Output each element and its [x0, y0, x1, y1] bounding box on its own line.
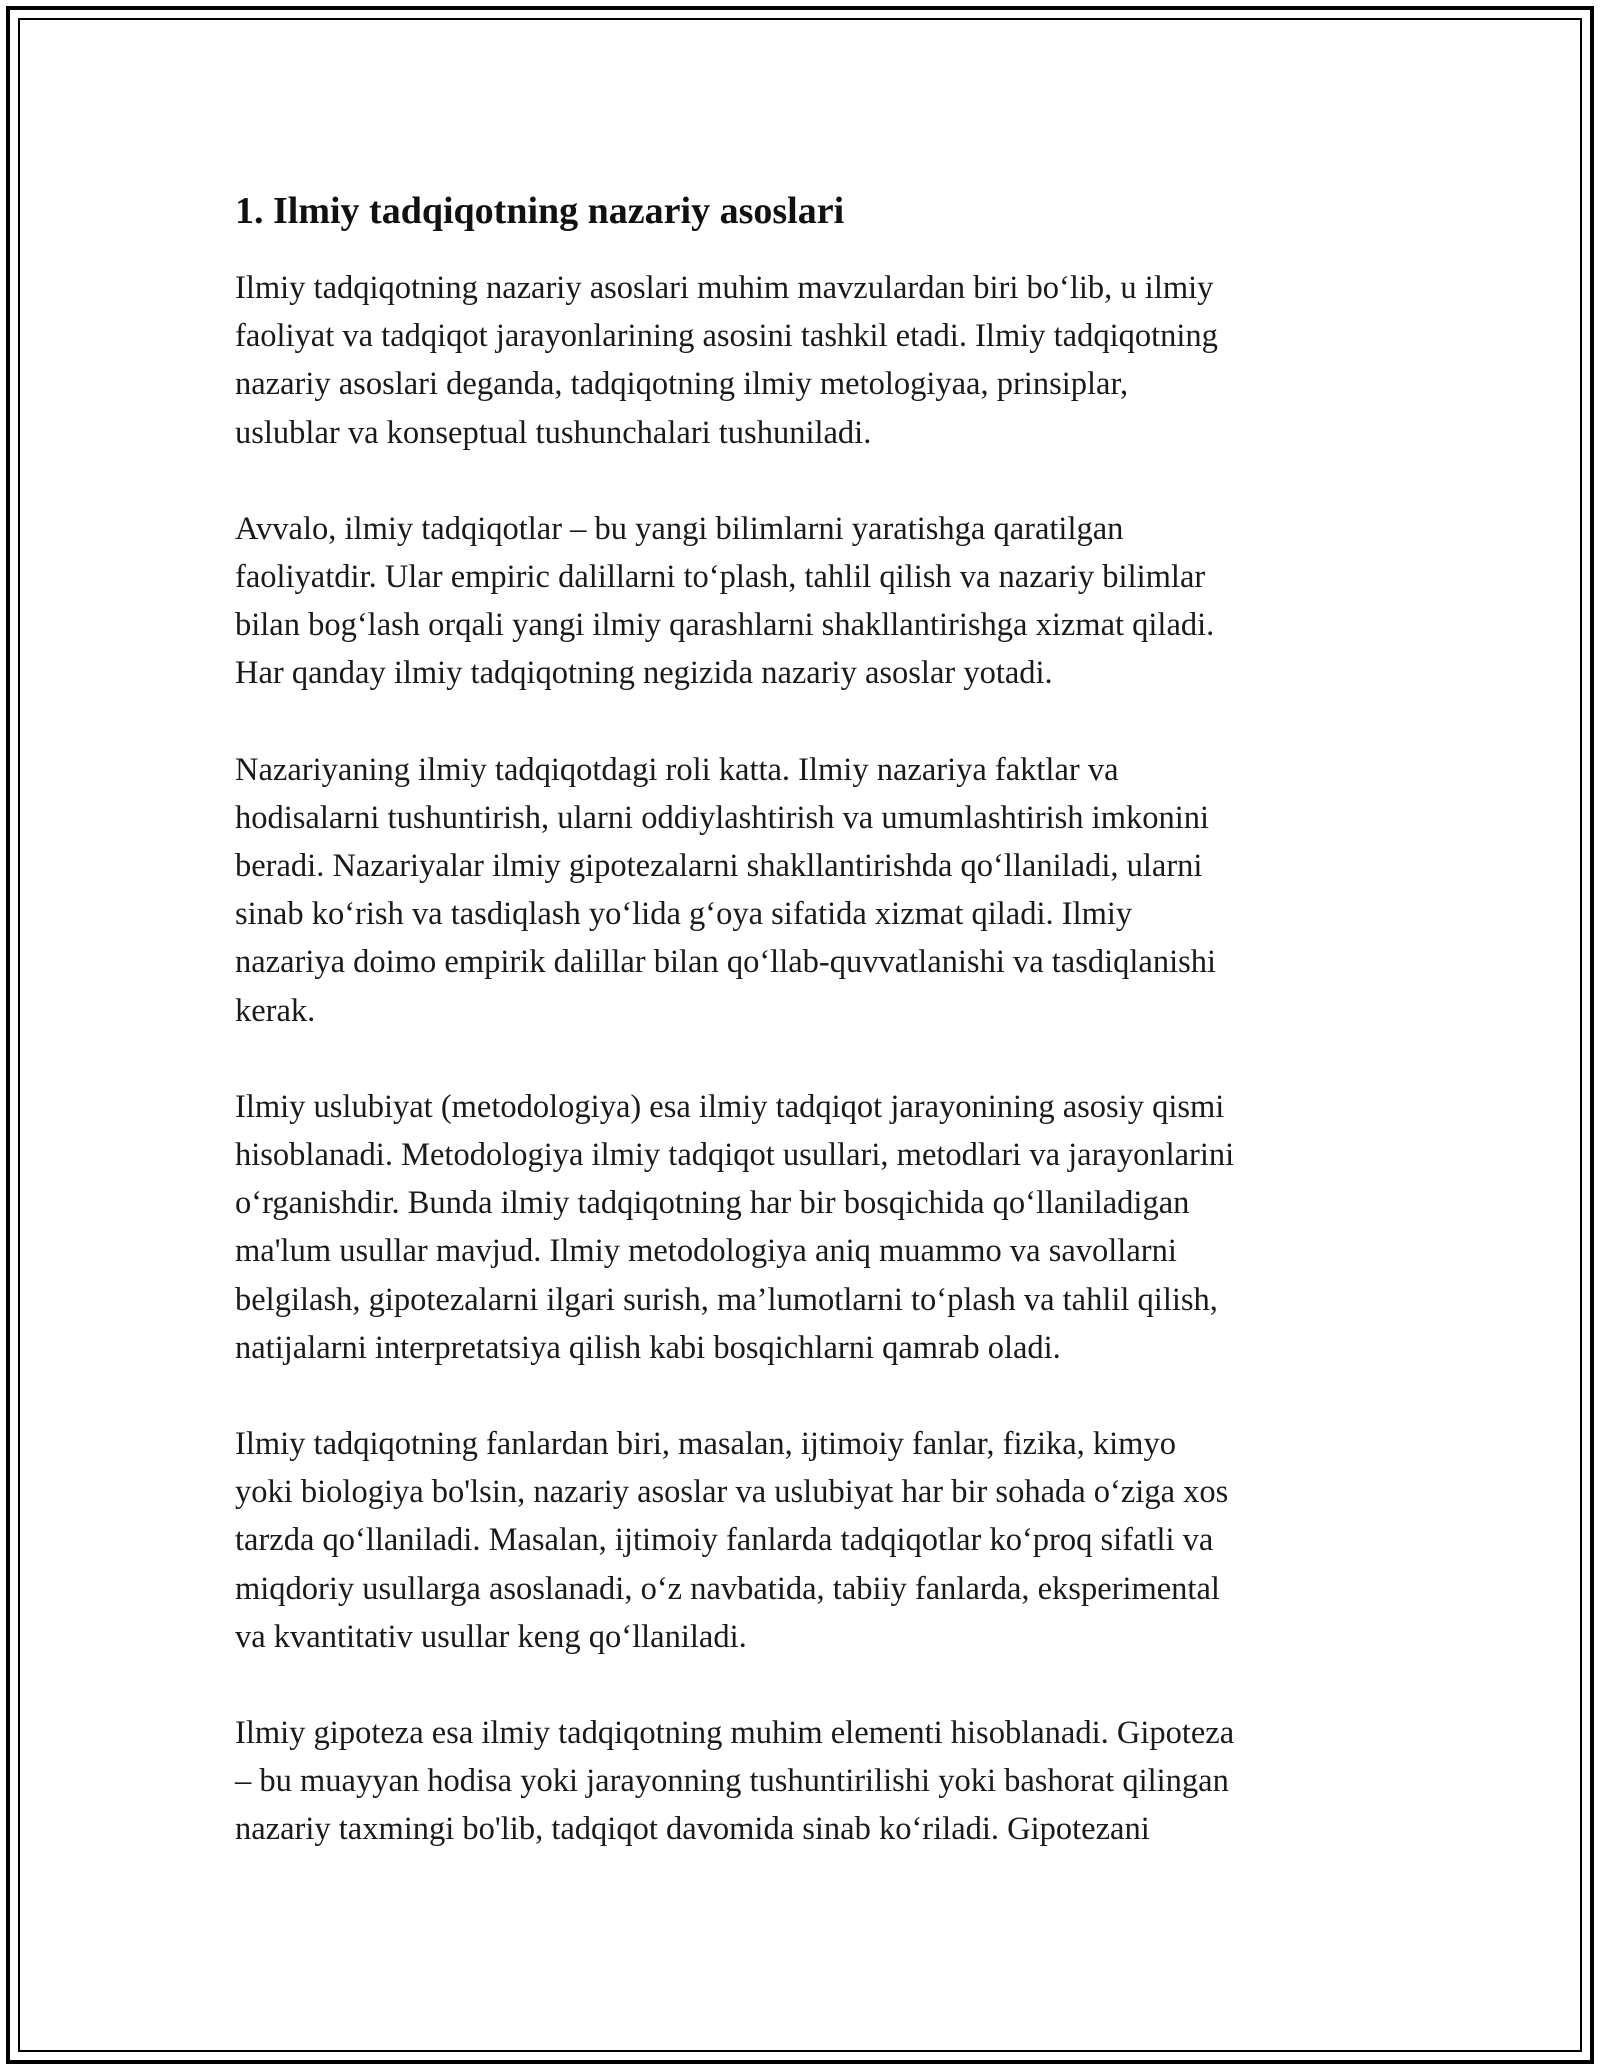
- paragraph-line: bilan bog‘lash orqali yangi ilmiy qarashlarni shakllantirishga xizmat qiladi.: [235, 607, 1215, 644]
- paragraph-line: Ilmiy uslubiyat (metodologiya) esa ilmiy tadqiqot jarayonining asosiy qismi: [235, 1088, 1225, 1125]
- paragraph-line: tarzda qo‘llaniladi. Masalan, ijtimoiy fanlarda tadqiqotlar ko‘proq sifatli va: [235, 1522, 1214, 1559]
- paragraph-line: Har qanday ilmiy tadqiqotning negizida nazariy asoslar yotadi.: [235, 655, 1053, 692]
- paragraph-line: va kvantitativ usullar keng qo‘llaniladi.: [235, 1618, 747, 1655]
- paragraph: [235, 1083, 1370, 1372]
- paragraph-line: nazariya doimo empirik dalillar bilan qo‘llab-quvvatlanishi va tasdiqlanishi: [235, 944, 1217, 981]
- section-heading: 1. Ilmiy tadqiqotning nazariy asoslari: [235, 190, 845, 232]
- paragraph-line: Ilmiy tadqiqotning nazariy asoslari muhim mavzulardan biri bo‘lib, u ilmiy: [235, 270, 1214, 306]
- paragraph-line: beradi. Nazariyalar ilmiy gipotezalarni shakllantirishda qo‘llaniladi, ularni: [235, 848, 1203, 885]
- paragraph-line: Nazariyaning ilmiy tadqiqotdagi roli katta. Ilmiy nazariya faktlar va: [235, 751, 1119, 788]
- paragraph-line: Avvalo, ilmiy tadqiqotlar – bu yangi bilimlarni yaratishga qaratilgan: [235, 510, 1124, 547]
- paragraph: [235, 505, 1370, 698]
- paragraph-line: Ilmiy tadqiqotning fanlardan biri, masalan, ijtimoiy fanlar, fizika, kimyo: [235, 1426, 1176, 1463]
- paragraph-line: o‘rganishdir. Bunda ilmiy tadqiqotning har bir bosqichida qo‘llaniladigan: [235, 1185, 1190, 1222]
- paragraph-line: sinab ko‘rish va tasdiqlash yo‘lida g‘oya sifatida xizmat qiladi. Ilmiy: [235, 896, 1133, 933]
- paragraph: [235, 1420, 1370, 1661]
- paragraph-line: kerak.: [235, 992, 316, 1029]
- paragraph-line: yoki biologiya bo'lsin, nazariy asoslar va uslubiyat har bir sohada o‘ziga xos: [235, 1474, 1229, 1511]
- document-body: [235, 186, 1370, 1902]
- paragraph: [235, 264, 1370, 457]
- paragraph-line: – bu muayyan hodisa yoki jarayonning tushuntirilishi yoki bashorat qilingan: [235, 1763, 1229, 1800]
- paragraph-line: nazariy taxmingi bo'lib, tadqiqot davomida sinab ko‘riladi. Gipotezani: [235, 1811, 1150, 1848]
- paragraph-line: faoliyat va tadqiqot jarayonlarining asosini tashkil etadi. Ilmiy tadqiqotning: [235, 318, 1218, 355]
- paragraph-line: nazariy asoslari deganda, tadqiqotning ilmiy metologiyaa, prinsiplar,: [235, 366, 1129, 403]
- paragraph: [235, 1709, 1370, 1854]
- paragraph-line: hisoblanadi. Metodologiya ilmiy tadqiqot usullari, metodlari va jarayonlarini: [235, 1137, 1235, 1174]
- paragraph: [235, 746, 1370, 1035]
- paragraph-line: miqdoriy usullarga asoslanadi, o‘z navbatida, tabiiy fanlarda, eksperimental: [235, 1570, 1220, 1607]
- paragraph-line: uslublar va konseptual tushunchalari tushuniladi.: [235, 414, 872, 451]
- paragraph-line: faoliyatdir. Ular empiric dalillarni to‘plash, tahlil qilish va nazariy bilimlar: [235, 559, 1206, 596]
- paragraph-line: ma'lum usullar mavjud. Ilmiy metodologiya aniq muammo va savollarni: [235, 1233, 1177, 1270]
- paragraph-line: hodisalarni tushuntirish, ularni oddiylashtirish va umumlashtirish imkonini: [235, 799, 1210, 836]
- paragraph-line: Ilmiy gipoteza esa ilmiy tadqiqotning muhim elementi hisoblanadi. Gipoteza: [235, 1715, 1235, 1752]
- paragraph-line: belgilash, gipotezalarni ilgari surish, ma’lumotlarni to‘plash va tahlil qilish,: [235, 1281, 1218, 1318]
- paragraph-line: natijalarni interpretatsiya qilish kabi bosqichlarni qamrab oladi.: [235, 1329, 1061, 1366]
